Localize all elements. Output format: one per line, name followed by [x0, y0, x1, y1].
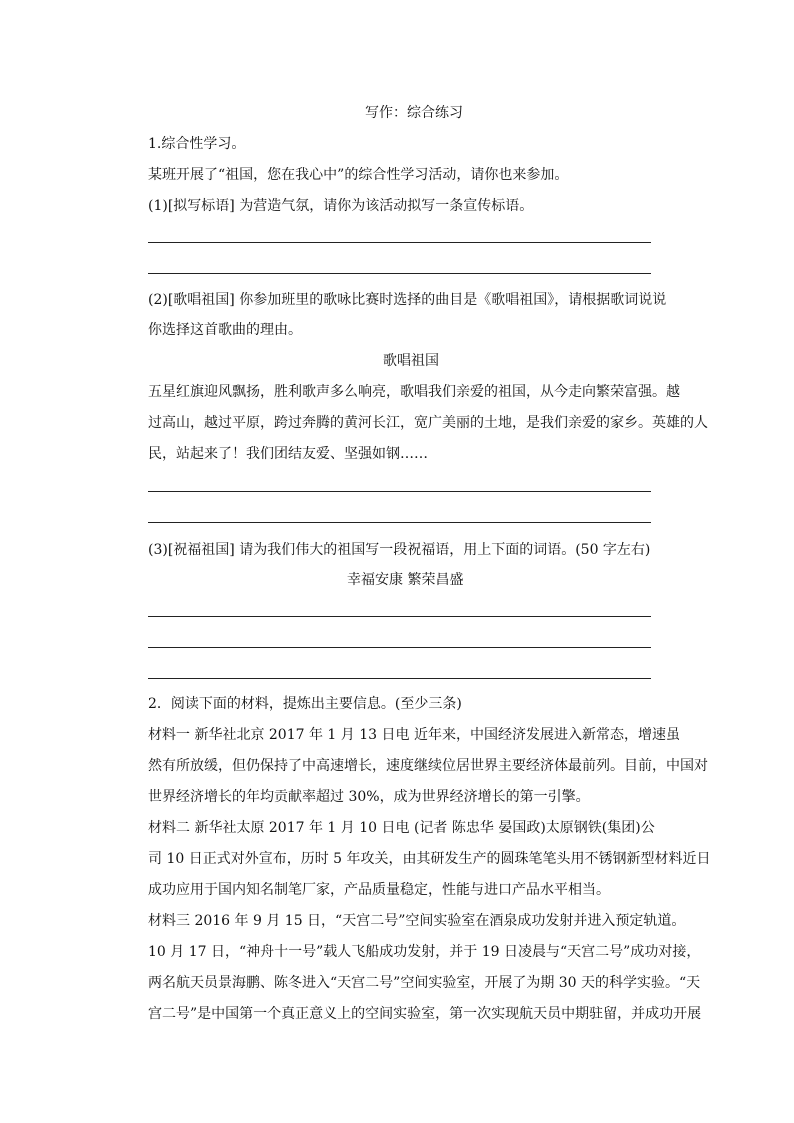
answer-line[interactable]	[148, 616, 651, 617]
lyrics-line: 民，站起来了！我们团结友爱、坚强如钢……	[148, 446, 428, 462]
material-1-line: 世界经济增长的年均贡献率超过 30%，成为世界经济增长的第一引擎。	[148, 789, 590, 805]
q1-part2-line1: (2)[歌唱祖国] 你参加班里的歌咏比赛时选择的曲目是《歌唱祖国》，请根据歌词说说	[148, 292, 667, 308]
material-1-line: 材料一 新华社北京 2017 年 1 月 13 日电 近年来，中国经济发展进入新常态，增速虽	[148, 727, 680, 743]
answer-line[interactable]	[148, 647, 651, 648]
song-title: 歌唱祖国	[383, 353, 439, 369]
answer-line[interactable]	[148, 678, 651, 679]
q1-part2-line2: 你选择这首歌曲的理由。	[148, 322, 302, 338]
answer-line[interactable]	[148, 242, 651, 243]
answer-line[interactable]	[148, 273, 651, 274]
material-3-line: 材料三 2016 年 9 月 15 日，“天宫二号”空间实验室在酒泉成功发射并进入预定轨道。	[148, 913, 686, 929]
q1-part1: (1)[拟写标语] 为营造气氛，请你为该活动拟写一条宣传标语。	[148, 198, 534, 214]
material-1-line: 然有所放缓，但仍保持了中高速增长，速度继续位居世界主要经济体最前列。目前，中国对	[148, 758, 708, 774]
material-3-line: 宫二号”是中国第一个真正意义上的空间实验室，第一次实现航天员中期驻留，并成功开展	[148, 1006, 702, 1022]
answer-line[interactable]	[148, 491, 651, 492]
material-2-line: 成功应用于国内知名制笔厂家，产品质量稳定，性能与进口产品水平相当。	[148, 882, 610, 898]
material-2-line: 司 10 日正式对外宣布，历时 5 年攻关，由其研发生产的圆珠笔笔头用不锈钢新型材料近日	[148, 851, 711, 867]
answer-line[interactable]	[148, 522, 651, 523]
q1-part3-words: 幸福安康 繁荣昌盛	[347, 572, 464, 588]
material-3-line: 10 月 17 日，“神舟十一号”载人飞船成功发射，并于 19 日凌晨与“天宫二号”成功对接，	[148, 944, 701, 960]
page-title: 写作：综合练习	[365, 105, 463, 121]
q1-heading: 1.综合性学习。	[148, 136, 246, 152]
q1-part3: (3)[祝福祖国] 请为我们伟大的祖国写一段祝福语，用上下面的词语。(50 字左右)	[148, 542, 651, 558]
q1-intro: 某班开展了“祖国，您在我心中”的综合性学习活动，请你也来参加。	[148, 167, 569, 183]
material-3-line: 两名航天员景海鹏、陈冬进入“天宫二号”空间实验室，开展了为期 30 天的科学实验。“天	[148, 975, 701, 991]
lyrics-line: 过高山，越过平原，跨过奔腾的黄河长江，宽广美丽的土地，是我们亲爱的家乡。英雄的人	[148, 415, 708, 431]
material-2-line: 材料二 新华社太原 2017 年 1 月 10 日电 (记者 陈忠华 晏国政)太原钢铁(集团)公	[148, 820, 655, 836]
q2-heading: 2．阅读下面的材料，提炼出主要信息。(至少三条)	[148, 696, 462, 712]
lyrics-line: 五星红旗迎风飘扬，胜利歌声多么响亮，歌唱我们亲爱的祖国，从今走向繁荣富强。越	[148, 384, 680, 400]
